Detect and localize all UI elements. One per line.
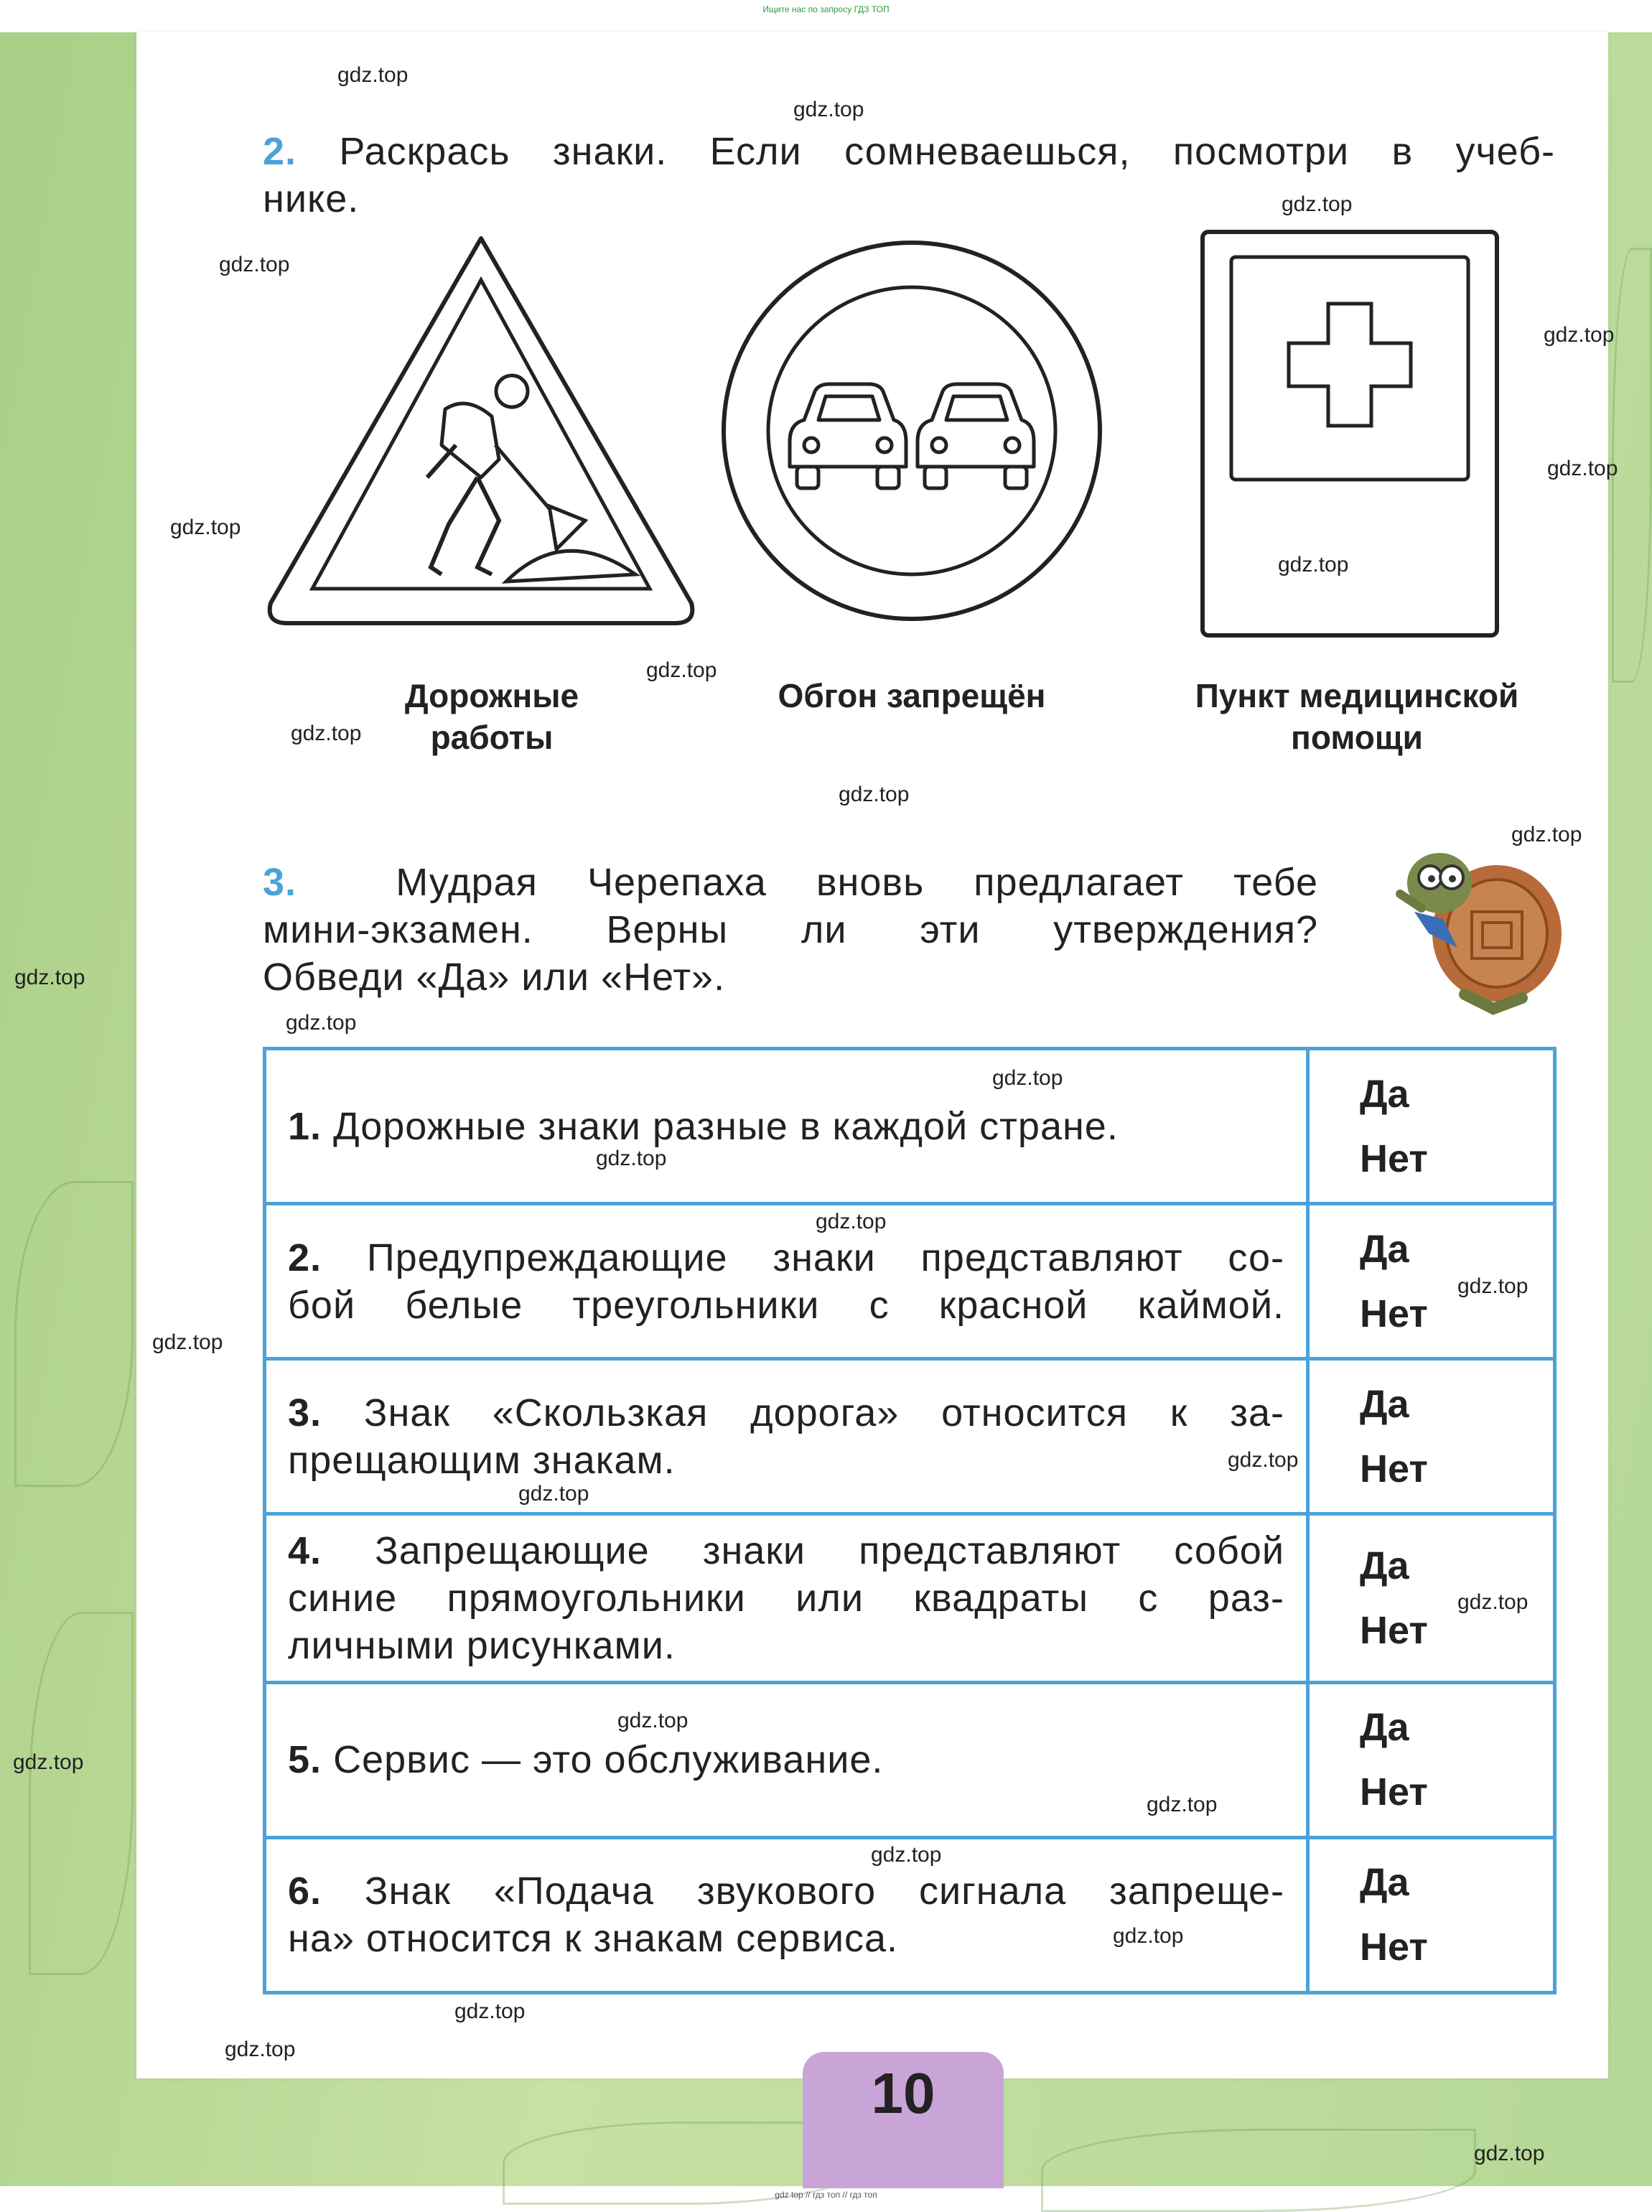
table-row bbox=[265, 1204, 1555, 1359]
watermark: gdz.top bbox=[596, 1147, 667, 1170]
watermark: gdz.top bbox=[816, 1210, 887, 1233]
watermark: gdz.top bbox=[839, 783, 910, 806]
statement-number: 2. bbox=[288, 1236, 322, 1279]
task3-line1: Мудрая Черепаха вновь предлагает тебе bbox=[396, 861, 1318, 904]
yes-option[interactable]: Да bbox=[1360, 1382, 1409, 1426]
page-number: 10 bbox=[871, 2061, 935, 2125]
task2-line2: нике. bbox=[263, 177, 360, 220]
yes-option[interactable]: Да bbox=[1360, 1861, 1409, 1905]
no-option[interactable]: Нет bbox=[1360, 1926, 1428, 1969]
watermark: gdz.top bbox=[1282, 192, 1353, 216]
watermark: gdz.top bbox=[1544, 323, 1615, 347]
statement-cell bbox=[265, 1514, 1308, 1683]
task3-heading bbox=[263, 859, 1318, 1001]
first-aid-sign-icon[interactable] bbox=[1199, 228, 1501, 639]
answer-cell bbox=[1308, 1837, 1555, 1992]
task2-line1: Раскрась знаки. Если сомневаешься, посмотри в учеб- bbox=[339, 130, 1555, 173]
task2-number: 2. bbox=[263, 130, 297, 173]
yes-option[interactable]: Да bbox=[1360, 1227, 1409, 1271]
statement-line: на» относится к знакам сервиса. bbox=[288, 1917, 899, 1961]
watermark: gdz.top bbox=[871, 1843, 942, 1867]
bottom-banner: gdz top // гдз топ // гдз топ bbox=[775, 2190, 877, 2200]
sign-label-line: Пункт медицинской bbox=[1195, 677, 1519, 714]
watermark: gdz.top bbox=[646, 658, 717, 682]
statement-cell bbox=[265, 1204, 1308, 1359]
yes-option[interactable]: Да bbox=[1360, 1706, 1409, 1750]
statement-line: Предупреждающие знаки представляют со- bbox=[366, 1236, 1284, 1279]
statement-cell bbox=[265, 1359, 1308, 1514]
task2-heading bbox=[263, 128, 1555, 223]
sign-label-first-aid bbox=[1149, 675, 1565, 758]
watermark: gdz.top bbox=[219, 253, 290, 276]
watermark: gdz.top bbox=[1147, 1793, 1218, 1816]
no-option[interactable]: Нет bbox=[1360, 1137, 1428, 1180]
statement-line: прещающим знакам. bbox=[288, 1438, 676, 1482]
no-option[interactable]: Нет bbox=[1360, 1770, 1428, 1814]
watermark: gdz.top bbox=[291, 722, 362, 745]
task3-number: 3. bbox=[263, 861, 297, 904]
yes-option[interactable]: Да bbox=[1360, 1544, 1409, 1588]
watermark: gdz.top bbox=[617, 1709, 689, 1732]
no-option[interactable]: Нет bbox=[1360, 1609, 1428, 1653]
no-option[interactable]: Нет bbox=[1360, 1447, 1428, 1490]
sign-label-road-works bbox=[348, 675, 635, 758]
no-overtaking-sign-icon[interactable] bbox=[718, 237, 1106, 625]
leaf-decoration bbox=[29, 1612, 134, 1975]
watermark: gdz.top bbox=[337, 63, 409, 87]
statement-number: 3. bbox=[288, 1391, 322, 1434]
watermark: gdz.top bbox=[1278, 553, 1349, 577]
statement-line: Дорожные знаки разные в каждой стране. bbox=[333, 1104, 1119, 1148]
watermark: gdz.top bbox=[518, 1482, 589, 1506]
statement-line: личными рисунками. bbox=[288, 1624, 676, 1668]
top-banner: Ищите нас по запросу ГДЗ ТОП bbox=[762, 4, 890, 14]
statement-line: Знак «Скользкая дорога» относится к за- bbox=[363, 1391, 1284, 1434]
watermark: gdz.top bbox=[170, 515, 241, 539]
statement-line: синие прямоугольники или квадраты с раз- bbox=[288, 1577, 1284, 1620]
table-row bbox=[265, 1049, 1555, 1204]
yes-option[interactable]: Да bbox=[1360, 1072, 1409, 1116]
sign-label-line: Дорожные bbox=[404, 677, 579, 714]
watermark: gdz.top bbox=[1474, 2142, 1545, 2165]
no-option[interactable]: Нет bbox=[1360, 1292, 1428, 1335]
table-row bbox=[265, 1682, 1555, 1837]
table-row bbox=[265, 1359, 1555, 1514]
statement-number: 6. bbox=[288, 1870, 322, 1913]
answer-cell bbox=[1308, 1359, 1555, 1514]
sign-label-line: помощи bbox=[1291, 719, 1423, 756]
watermark: gdz.top bbox=[1511, 823, 1582, 846]
watermark: gdz.top bbox=[13, 1750, 84, 1774]
watermark: gdz.top bbox=[286, 1011, 357, 1035]
statement-number: 4. bbox=[288, 1529, 322, 1573]
answer-cell bbox=[1308, 1049, 1555, 1204]
road-works-sign-icon[interactable] bbox=[262, 230, 700, 632]
task3-line3: Обведи «Да» или «Нет». bbox=[263, 956, 726, 999]
sign-label-line: работы bbox=[430, 719, 554, 756]
statement-line: бой белые треугольники с красной каймой. bbox=[288, 1283, 1284, 1327]
watermark: gdz.top bbox=[225, 2038, 296, 2061]
statement-number: 5. bbox=[288, 1738, 322, 1782]
table-row bbox=[265, 1514, 1555, 1683]
statement-cell bbox=[265, 1049, 1308, 1204]
statement-line: Запрещающие знаки представляют собой bbox=[375, 1529, 1284, 1573]
turtle-illustration bbox=[1371, 826, 1572, 1019]
answer-cell bbox=[1308, 1682, 1555, 1837]
statement-line: Знак «Подача звукового сигнала запреще- bbox=[364, 1870, 1284, 1913]
watermark: gdz.top bbox=[152, 1330, 223, 1354]
sign-label-no-overtaking bbox=[739, 675, 1084, 717]
watermark: gdz.top bbox=[1457, 1274, 1529, 1298]
task3-line2: мини-экзамен. Верны ли эти утверждения? bbox=[263, 908, 1318, 951]
sign-label-line: Обгон запрещён bbox=[778, 677, 1046, 714]
watermark: gdz.top bbox=[14, 966, 85, 989]
statement-number: 1. bbox=[288, 1104, 322, 1148]
watermark: gdz.top bbox=[454, 1999, 526, 2023]
statement-line: Сервис — это обслуживание. bbox=[333, 1738, 884, 1782]
watermark: gdz.top bbox=[793, 98, 864, 121]
watermark: gdz.top bbox=[1457, 1590, 1529, 1614]
watermark: gdz.top bbox=[1228, 1448, 1299, 1472]
watermark: gdz.top bbox=[1113, 1924, 1184, 1948]
watermark: gdz.top bbox=[992, 1066, 1063, 1090]
watermark: gdz.top bbox=[1547, 457, 1618, 480]
leaf-decoration bbox=[14, 1181, 134, 1487]
statement-cell bbox=[265, 1837, 1308, 1992]
